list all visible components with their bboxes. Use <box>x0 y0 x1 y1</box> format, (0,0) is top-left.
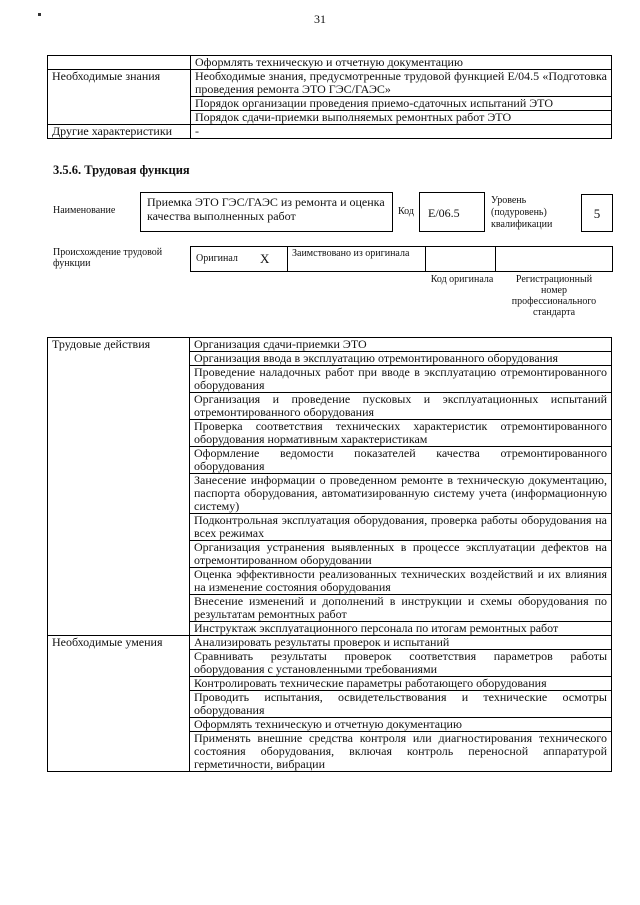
skill-item: Оформлять техническую и отчетную документацию <box>190 718 612 732</box>
code-label: Код <box>398 206 414 217</box>
top-table <box>47 55 612 139</box>
labor-action-item: Организация устранения выявленных в процессе эксплуатации дефектов на отремонтированном оборудовании <box>190 541 612 568</box>
skill-item: Применять внешние средства контроля или диагностирования технического состояния оборудования, включая контроль переносной аппаратурой герметичности, вибрации <box>190 732 612 772</box>
row-item: Оформлять техническую и отчетную документацию <box>191 56 612 70</box>
labor-action-item: Занесение информации о проведенном ремонте в техническую документацию, паспорта оборудования, автоматизированную систему учета (информационную систему) <box>190 474 612 514</box>
table-row <box>48 338 612 352</box>
divider <box>287 246 288 271</box>
level-box <box>581 194 613 232</box>
code-value: E/06.5 <box>428 206 460 220</box>
row-item: Необходимые знания, предусмотренные трудовой функцией E/04.5 «Подготовка проведения ремонта ЭТО ГЭС/ГАЭС» <box>191 70 612 97</box>
skill-item: Анализировать результаты проверок и испытаний <box>190 636 612 650</box>
table-row <box>48 125 612 139</box>
row-item: Порядок сдачи-приемки выполняемых ремонтных работ ЭТО <box>191 111 612 125</box>
labor-action-item: Организация ввода в эксплуатацию отремонтированного оборудования <box>190 352 612 366</box>
skill-item: Проводить испытания, освидетельствования и технические осмотры оборудования <box>190 691 612 718</box>
row-label <box>48 56 191 70</box>
labor-action-item: Инструктаж эксплуатационного персонала по итогам ремонтных работ <box>190 622 612 636</box>
page-number: 31 <box>314 12 326 26</box>
labor-action-item: Организация сдачи-приемки ЭТО <box>190 338 612 352</box>
borrowed-label: Заимствовано из оригинала <box>292 248 410 259</box>
row-label: Необходимые знания <box>48 70 191 125</box>
skill-label: Необходимые умения <box>48 636 190 772</box>
labor-action-item: Организация и проведение пусковых и эксплуатационных испытаний отремонтированного оборудования <box>190 393 612 420</box>
labor-action-item: Внесение изменений и дополнений в инструкции и схемы оборудования по результатам ремонтных работ <box>190 595 612 622</box>
labor-action-item: Оформление ведомости показателей качества отремонтированного оборудования <box>190 447 612 474</box>
name-box <box>140 192 393 232</box>
level-value: 5 <box>593 206 601 221</box>
row-item: - <box>191 125 612 139</box>
section-title: 3.5.6. Трудовая функция <box>53 163 190 177</box>
divider <box>495 246 496 271</box>
table-row <box>48 56 612 70</box>
reg-number-caption: Регистрационный номер профессионального стандарта <box>511 274 597 318</box>
name-value: Приемка ЭТО ГЭС/ГАЭС из ремонта и оценка качества выполненных работ <box>147 195 385 223</box>
code-original-caption: Код оригинала <box>430 274 494 285</box>
labor-action-label: Трудовые действия <box>48 338 190 636</box>
labor-action-item: Оценка эффективности реализованных технических воздействий и их влияния на изменение состояния оборудования <box>190 568 612 595</box>
level-label: Уровень (подуровень) квалификации <box>491 195 553 230</box>
original-mark: X <box>260 251 270 266</box>
skill-item: Контролировать технические параметры работающего оборудования <box>190 677 612 691</box>
code-box <box>419 192 485 232</box>
row-label: Другие характеристики <box>48 125 191 139</box>
row-item: Порядок организации проведения приемо-сдаточных испытаний ЭТО <box>191 97 612 111</box>
main-table <box>47 337 612 772</box>
table-row <box>48 636 612 650</box>
table-row <box>48 70 612 97</box>
origin-label: Происхождение трудовой функции <box>53 247 163 269</box>
divider <box>425 246 426 271</box>
labor-action-item: Проверка соответствия технических характеристик отремонтированного оборудования нормативным характеристикам <box>190 420 612 447</box>
skill-item: Сравнивать результаты проверок соответствия параметров работы оборудования с установленными требованиями <box>190 650 612 677</box>
name-label: Наименование <box>53 205 116 216</box>
original-label: Оригинал <box>196 253 238 264</box>
labor-action-item: Подконтрольная эксплуатация оборудования, проверка работы оборудования на всех режимах <box>190 514 612 541</box>
labor-action-item: Проведение наладочных работ при вводе в эксплуатацию отремонтированного оборудования <box>190 366 612 393</box>
